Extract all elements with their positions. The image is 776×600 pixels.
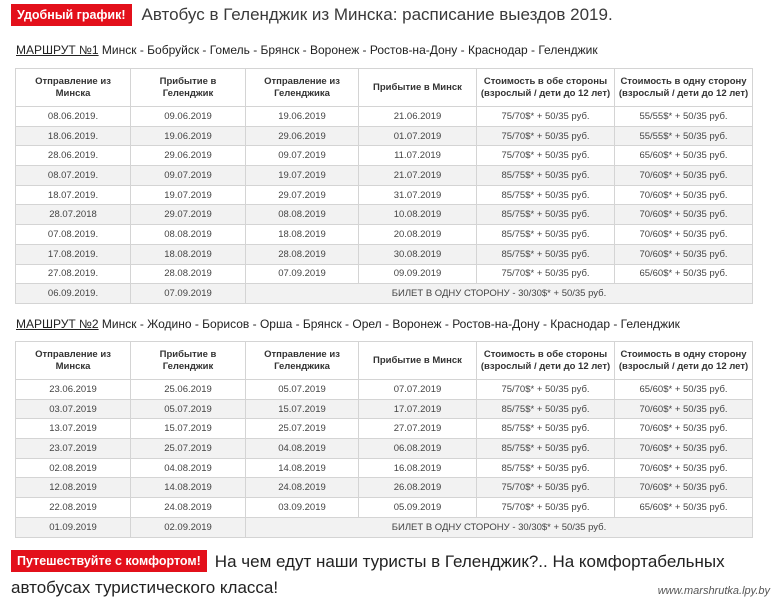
- cell-departure-minsk: 28.07.2018: [16, 205, 131, 225]
- table-row: [16, 146, 753, 166]
- cell-arrival-gelendzhik: 04.08.2019: [131, 458, 246, 478]
- cell-arrival-gelendzhik: 28.08.2019: [131, 264, 246, 284]
- cell-departure-minsk: 12.08.2019: [16, 478, 131, 498]
- cell-price-round-trip: 85/75$* + 50/35 руб.: [477, 244, 615, 264]
- route-2-path: Минск - Жодино - Борисов - Орша - Брянск - Орел - Воронеж - Ростов-на-Дону - Краснодар - Геленджик: [98, 317, 680, 331]
- cell-price-one-way: 70/60$* + 50/35 руб.: [615, 166, 753, 186]
- route-1-path: Минск - Бобруйск - Гомель - Брянск - Воронеж - Ростов-на-Дону - Краснодар - Геленджик: [98, 43, 598, 57]
- cell-departure-minsk: 01.09.2019: [16, 517, 131, 537]
- cell-departure-minsk: 13.07.2019: [16, 419, 131, 439]
- table-row: [16, 225, 753, 245]
- col-header-price-round-trip: Стоимость в обе стороны (взрослый / дети до 12 лет): [477, 342, 615, 380]
- cell-arrival-gelendzhik: 19.07.2019: [131, 185, 246, 205]
- cell-price-round-trip: 75/70$* + 50/35 руб.: [477, 126, 615, 146]
- cell-arrival-minsk: 21.06.2019: [359, 107, 477, 127]
- col-header-price-one-way: Стоимость в одну сторону (взрослый / дети до 12 лет): [615, 342, 753, 380]
- one-way-ticket-note: БИЛЕТ В ОДНУ СТОРОНУ - 30/30$* + 50/35 руб.: [246, 284, 753, 304]
- cell-arrival-gelendzhik: 29.07.2019: [131, 205, 246, 225]
- cell-price-one-way: 65/60$* + 50/35 руб.: [615, 146, 753, 166]
- cell-departure-gelendzhik: 19.07.2019: [246, 166, 359, 186]
- table-row: [16, 126, 753, 146]
- route-2-label: МАРШРУТ №2: [16, 317, 99, 331]
- cell-departure-minsk: 18.06.2019.: [16, 126, 131, 146]
- cell-arrival-minsk: 10.08.2019: [359, 205, 477, 225]
- cell-departure-gelendzhik: 29.07.2019: [246, 185, 359, 205]
- cell-arrival-minsk: 01.07.2019: [359, 126, 477, 146]
- cell-arrival-gelendzhik: 18.08.2019: [131, 244, 246, 264]
- cell-arrival-minsk: 30.08.2019: [359, 244, 477, 264]
- cell-price-round-trip: 75/70$* + 50/35 руб.: [477, 146, 615, 166]
- cell-departure-minsk: 22.08.2019: [16, 498, 131, 518]
- table-row: [16, 498, 753, 518]
- cell-price-round-trip: 75/70$* + 50/35 руб.: [477, 478, 615, 498]
- table-row: [16, 244, 753, 264]
- cell-price-round-trip: 85/75$* + 50/35 руб.: [477, 439, 615, 459]
- table-row: [16, 419, 753, 439]
- table-row: [16, 478, 753, 498]
- route-1-title: [16, 43, 598, 57]
- cell-departure-gelendzhik: 24.08.2019: [246, 478, 359, 498]
- cell-departure-gelendzhik: 14.08.2019: [246, 458, 359, 478]
- cell-price-round-trip: 75/70$* + 50/35 руб.: [477, 498, 615, 518]
- col-header-arrival-minsk: Прибытие в Минск: [359, 69, 477, 107]
- table-row: [16, 380, 753, 400]
- col-header-arrival-minsk: Прибытие в Минск: [359, 342, 477, 380]
- cell-price-one-way: 70/60$* + 50/35 руб.: [615, 478, 753, 498]
- cell-price-round-trip: 85/75$* + 50/35 руб.: [477, 166, 615, 186]
- cell-arrival-minsk: 21.07.2019: [359, 166, 477, 186]
- cell-departure-minsk: 17.08.2019.: [16, 244, 131, 264]
- cell-arrival-minsk: 11.07.2019: [359, 146, 477, 166]
- cell-price-one-way: 70/60$* + 50/35 руб.: [615, 399, 753, 419]
- route-1-label: МАРШРУТ №1: [16, 43, 99, 57]
- cell-price-one-way: 70/60$* + 50/35 руб.: [615, 439, 753, 459]
- cell-arrival-minsk: 17.07.2019: [359, 399, 477, 419]
- cell-price-one-way: 70/60$* + 50/35 руб.: [615, 205, 753, 225]
- cell-arrival-minsk: 05.09.2019: [359, 498, 477, 518]
- cell-departure-gelendzhik: 29.06.2019: [246, 126, 359, 146]
- page-header: [11, 4, 613, 26]
- cell-price-round-trip: 75/70$* + 50/35 руб.: [477, 107, 615, 127]
- cell-departure-minsk: 08.06.2019.: [16, 107, 131, 127]
- cell-price-one-way: 70/60$* + 50/35 руб.: [615, 419, 753, 439]
- table-row: [16, 458, 753, 478]
- cell-departure-gelendzhik: 19.06.2019: [246, 107, 359, 127]
- col-header-price-round-trip: Стоимость в обе стороны (взрослый / дети до 12 лет): [477, 69, 615, 107]
- cell-departure-gelendzhik: 03.09.2019: [246, 498, 359, 518]
- one-way-ticket-note: БИЛЕТ В ОДНУ СТОРОНУ - 30/30$* + 50/35 руб.: [246, 517, 753, 537]
- cell-departure-gelendzhik: 07.09.2019: [246, 264, 359, 284]
- cell-arrival-minsk: 31.07.2019: [359, 185, 477, 205]
- table-row: [16, 185, 753, 205]
- col-header-departure-gelendzhik: Отправление из Геленджика: [246, 69, 359, 107]
- page-title: Автобус в Геленджик из Минска: расписание выездов 2019.: [141, 5, 613, 24]
- cell-price-round-trip: 75/70$* + 50/35 руб.: [477, 264, 615, 284]
- comfort-text: На чем едут наши туристы в Геленджик?.. На комфортабельных автобусах туристического класса!: [11, 552, 725, 597]
- cell-departure-gelendzhik: 18.08.2019: [246, 225, 359, 245]
- cell-arrival-minsk: 06.08.2019: [359, 439, 477, 459]
- cell-arrival-gelendzhik: 15.07.2019: [131, 419, 246, 439]
- col-header-arrival-gelendzhik: Прибытие в Геленджик: [131, 69, 246, 107]
- cell-arrival-minsk: 16.08.2019: [359, 458, 477, 478]
- cell-arrival-gelendzhik: 07.09.2019: [131, 284, 246, 304]
- cell-price-one-way: 70/60$* + 50/35 руб.: [615, 458, 753, 478]
- cell-price-one-way: 70/60$* + 50/35 руб.: [615, 244, 753, 264]
- cell-arrival-gelendzhik: 09.06.2019: [131, 107, 246, 127]
- route-1-schedule-table: [15, 68, 753, 304]
- cell-departure-minsk: 23.06.2019: [16, 380, 131, 400]
- cell-arrival-gelendzhik: 25.07.2019: [131, 439, 246, 459]
- cell-departure-minsk: 03.07.2019: [16, 399, 131, 419]
- table-row: [16, 399, 753, 419]
- cell-departure-gelendzhik: 25.07.2019: [246, 419, 359, 439]
- cell-departure-minsk: 06.09.2019.: [16, 284, 131, 304]
- cell-departure-gelendzhik: 05.07.2019: [246, 380, 359, 400]
- cell-departure-minsk: 28.06.2019.: [16, 146, 131, 166]
- cell-arrival-gelendzhik: 08.08.2019: [131, 225, 246, 245]
- cell-arrival-gelendzhik: 05.07.2019: [131, 399, 246, 419]
- cell-arrival-gelendzhik: 25.06.2019: [131, 380, 246, 400]
- table-row: [16, 107, 753, 127]
- cell-departure-minsk: 07.08.2019.: [16, 225, 131, 245]
- comfort-badge: Путешествуйте с комфортом!: [11, 550, 207, 572]
- cell-arrival-minsk: 27.07.2019: [359, 419, 477, 439]
- cell-arrival-minsk: 09.09.2019: [359, 264, 477, 284]
- table-row-one-way: [16, 284, 753, 304]
- col-header-departure-minsk: Отправление из Минска: [16, 69, 131, 107]
- table-row: [16, 205, 753, 225]
- cell-arrival-gelendzhik: 09.07.2019: [131, 166, 246, 186]
- table-header-row: [16, 69, 753, 107]
- table-row: [16, 264, 753, 284]
- cell-price-round-trip: 85/75$* + 50/35 руб.: [477, 458, 615, 478]
- cell-arrival-minsk: 26.08.2019: [359, 478, 477, 498]
- cell-arrival-minsk: 20.08.2019: [359, 225, 477, 245]
- cell-price-one-way: 55/55$* + 50/35 руб.: [615, 107, 753, 127]
- cell-arrival-minsk: 07.07.2019: [359, 380, 477, 400]
- comfort-section: [11, 549, 751, 600]
- cell-arrival-gelendzhik: 29.06.2019: [131, 146, 246, 166]
- cell-departure-gelendzhik: 08.08.2019: [246, 205, 359, 225]
- cell-price-one-way: 65/60$* + 50/35 руб.: [615, 264, 753, 284]
- col-header-departure-gelendzhik: Отправление из Геленджика: [246, 342, 359, 380]
- cell-price-one-way: 65/60$* + 50/35 руб.: [615, 498, 753, 518]
- cell-price-round-trip: 85/75$* + 50/35 руб.: [477, 185, 615, 205]
- cell-departure-minsk: 23.07.2019: [16, 439, 131, 459]
- cell-price-round-trip: 85/75$* + 50/35 руб.: [477, 205, 615, 225]
- cell-departure-minsk: 08.07.2019.: [16, 166, 131, 186]
- site-watermark: www.marshrutka.lpy.by: [657, 585, 770, 597]
- cell-price-round-trip: 85/75$* + 50/35 руб.: [477, 225, 615, 245]
- cell-price-one-way: 70/60$* + 50/35 руб.: [615, 185, 753, 205]
- table-row: [16, 439, 753, 459]
- cell-price-one-way: 65/60$* + 50/35 руб.: [615, 380, 753, 400]
- cell-departure-gelendzhik: 09.07.2019: [246, 146, 359, 166]
- cell-departure-gelendzhik: 04.08.2019: [246, 439, 359, 459]
- cell-price-one-way: 70/60$* + 50/35 руб.: [615, 225, 753, 245]
- cell-departure-minsk: 18.07.2019.: [16, 185, 131, 205]
- cell-arrival-gelendzhik: 19.06.2019: [131, 126, 246, 146]
- cell-arrival-gelendzhik: 02.09.2019: [131, 517, 246, 537]
- cell-price-one-way: 55/55$* + 50/35 руб.: [615, 126, 753, 146]
- cell-arrival-gelendzhik: 24.08.2019: [131, 498, 246, 518]
- cell-price-round-trip: 75/70$* + 50/35 руб.: [477, 380, 615, 400]
- cell-price-round-trip: 85/75$* + 50/35 руб.: [477, 419, 615, 439]
- cell-departure-minsk: 02.08.2019: [16, 458, 131, 478]
- col-header-price-one-way: Стоимость в одну сторону (взрослый / дети до 12 лет): [615, 69, 753, 107]
- cell-departure-minsk: 27.08.2019.: [16, 264, 131, 284]
- schedule-badge: Удобный график!: [11, 4, 132, 26]
- col-header-departure-minsk: Отправление из Минска: [16, 342, 131, 380]
- table-row-one-way: [16, 517, 753, 537]
- cell-departure-gelendzhik: 15.07.2019: [246, 399, 359, 419]
- route-2-title: [16, 317, 680, 331]
- cell-arrival-gelendzhik: 14.08.2019: [131, 478, 246, 498]
- route-2-schedule-table: [15, 341, 753, 538]
- table-row: [16, 166, 753, 186]
- cell-price-round-trip: 85/75$* + 50/35 руб.: [477, 399, 615, 419]
- table-header-row: [16, 342, 753, 380]
- col-header-arrival-gelendzhik: Прибытие в Геленджик: [131, 342, 246, 380]
- cell-departure-gelendzhik: 28.08.2019: [246, 244, 359, 264]
